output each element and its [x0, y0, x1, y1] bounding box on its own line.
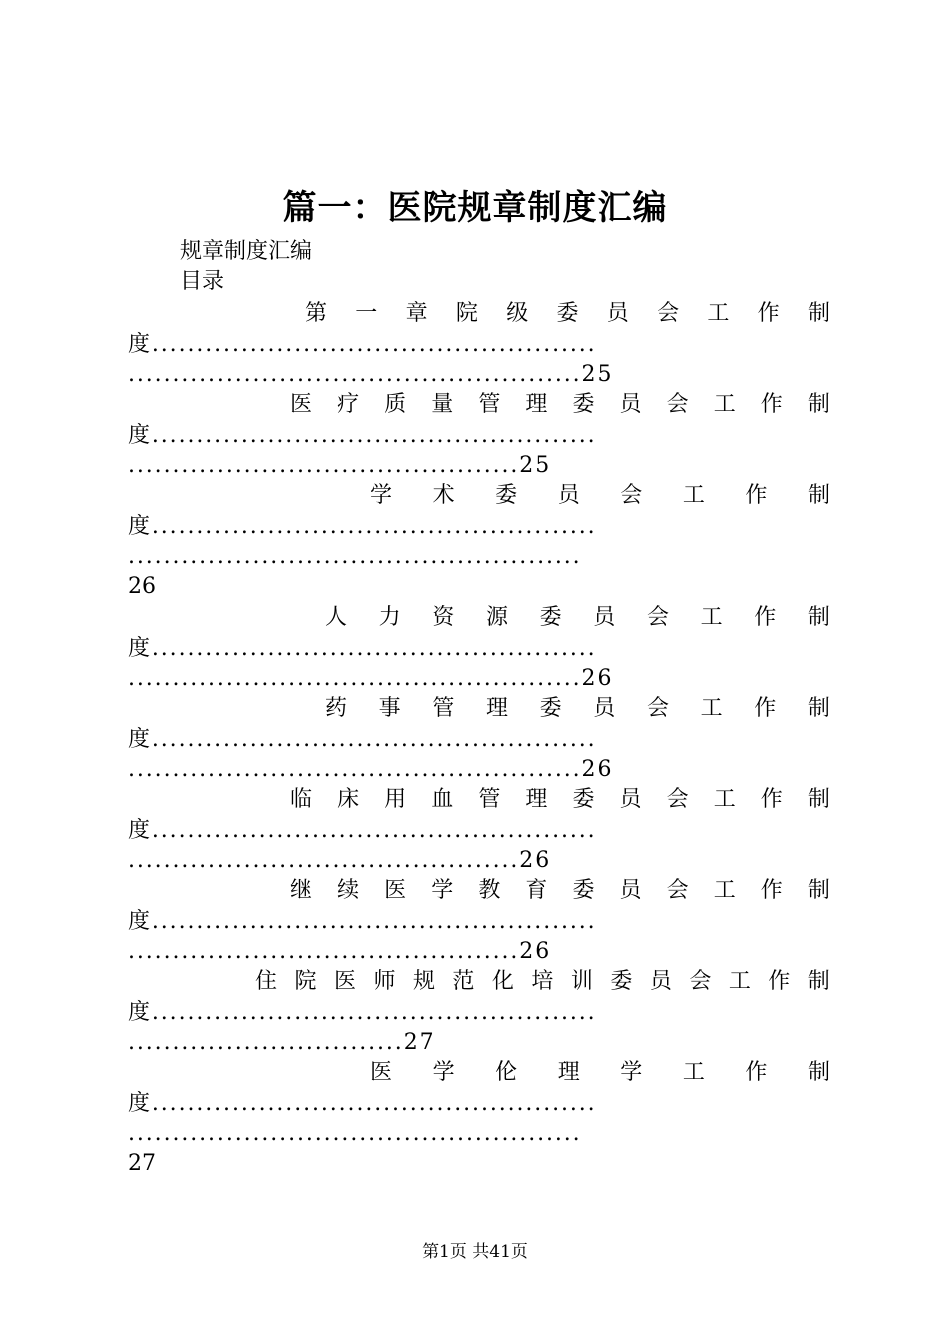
toc-entry-leader-page: ...................................................26	[128, 757, 614, 782]
toc-entry[interactable]	[128, 298, 838, 389]
toc-entry-page-number: 27	[128, 1151, 156, 1176]
toc-entry-heading: 临 床 用 血 管 理 委 员 会 工 作 制	[290, 787, 830, 812]
toc-entry-leader-line: 度..................................................	[128, 423, 597, 448]
toc-entry-leader-page: ...................................................	[128, 544, 582, 569]
toc-entry-leader-line: 度..................................................	[128, 818, 597, 843]
toc-entry[interactable]	[128, 966, 838, 1057]
toc-entry-leader-line: 度..................................................	[128, 1091, 597, 1116]
toc-entry-heading: 药 事 管 理 委 员 会 工 作 制	[325, 696, 830, 721]
toc-entry-heading: 人 力 资 源 委 员 会 工 作 制	[325, 605, 830, 630]
document-title: 篇一：医院规章制度汇编	[282, 188, 668, 228]
toc-entry-heading: 学 术 委 员 会 工 作 制	[370, 483, 830, 508]
toc-entry-leader-page: ...............................27	[128, 1030, 436, 1055]
toc-entry-leader-page: ............................................25	[128, 453, 552, 478]
toc-entry-heading: 第 一 章 院 级 委 员 会 工 作 制	[305, 301, 830, 326]
toc-entry-page-number: 26	[128, 574, 156, 599]
toc-entry[interactable]	[128, 784, 838, 875]
toc-entry[interactable]	[128, 389, 838, 480]
toc-entry[interactable]	[128, 875, 838, 966]
toc-entry-leader-line: 度..................................................	[128, 636, 597, 661]
table-of-contents	[128, 298, 838, 1179]
toc-entry-leader-page: ............................................26	[128, 848, 552, 873]
toc-entry-leader-line: 度..................................................	[128, 514, 597, 539]
toc-entry[interactable]	[128, 693, 838, 784]
toc-entry-heading: 医 疗 质 量 管 理 委 员 会 工 作 制	[290, 392, 830, 417]
toc-entry-heading: 医 学 伦 理 学 工 作 制	[370, 1060, 830, 1085]
toc-label: 目录	[180, 269, 225, 294]
toc-entry-heading: 继 续 医 学 教 育 委 员 会 工 作 制	[290, 878, 830, 903]
toc-entry-leader-line: 度..................................................	[128, 332, 597, 357]
toc-entry-leader-page: ...................................................25	[128, 362, 614, 387]
toc-entry[interactable]	[128, 480, 838, 602]
page-footer: 第1页 共41页	[422, 1242, 528, 1262]
toc-entry-leader-page: ...................................................26	[128, 666, 614, 691]
toc-entry-leader-page: ...................................................	[128, 1121, 582, 1146]
toc-entry[interactable]	[128, 602, 838, 693]
toc-entry-leader-page: ............................................26	[128, 939, 552, 964]
subtitle: 规章制度汇编	[180, 239, 313, 264]
toc-entry-leader-line: 度..................................................	[128, 909, 597, 934]
toc-entry[interactable]	[128, 1057, 838, 1179]
toc-entry-leader-line: 度..................................................	[128, 1000, 597, 1025]
toc-entry-leader-line: 度..................................................	[128, 727, 597, 752]
toc-entry-heading: 住 院 医 师 规 范 化 培 训 委 员 会 工 作 制	[255, 969, 830, 994]
